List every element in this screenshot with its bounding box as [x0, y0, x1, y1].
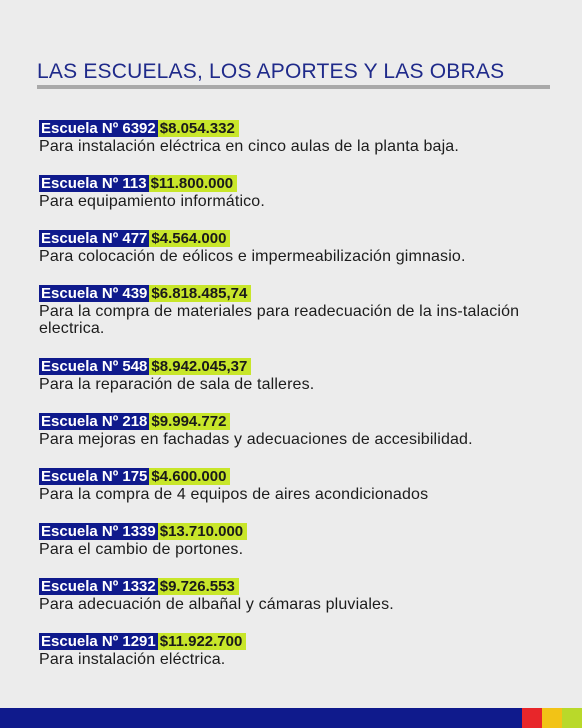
- footer-color-band: [0, 708, 582, 728]
- entry-description: Para la compra de materiales para readecuación de la ins-talación electrica.: [39, 303, 520, 337]
- entry-header: [39, 358, 564, 375]
- entry-description: Para equipamiento informático.: [39, 193, 265, 210]
- entry-description: Para instalación eléctrica.: [39, 651, 226, 668]
- entry-header: [39, 285, 564, 302]
- school-label: Escuela Nº 218: [41, 413, 148, 430]
- entry-description: Para mejoras en fachadas y adecuaciones de accesibilidad.: [39, 431, 473, 448]
- list-item: [39, 230, 564, 265]
- page-title: LAS ESCUELAS, LOS APORTES Y LAS OBRAS: [37, 60, 505, 83]
- school-label: Escuela Nº 1332: [41, 578, 156, 595]
- entry-description: Para colocación de eólicos e impermeabilización gimnasio.: [39, 248, 466, 265]
- amount-label: $11.800.000: [149, 175, 238, 192]
- list-item: [39, 358, 564, 393]
- list-item: [39, 285, 564, 337]
- amount-label: $8.942.045,37: [149, 358, 251, 375]
- list-item: [39, 523, 564, 558]
- amount-label: $4.600.000: [149, 468, 230, 485]
- school-label: Escuela Nº 6392: [41, 120, 156, 137]
- title-underline: [37, 85, 550, 89]
- entry-header: [39, 413, 564, 430]
- list-item: [39, 578, 564, 613]
- entry-header: [39, 175, 564, 192]
- entry-header: [39, 633, 564, 650]
- list-item: [39, 175, 564, 210]
- amount-label: $4.564.000: [149, 230, 230, 247]
- entry-header: [39, 230, 564, 247]
- amount-label: $8.054.332: [158, 120, 239, 137]
- entry-header: [39, 468, 564, 485]
- amount-label: $6.818.485,74: [149, 285, 251, 302]
- school-label: Escuela Nº 439: [41, 285, 148, 302]
- school-label: Escuela Nº 113: [41, 175, 147, 192]
- amount-label: $13.710.000: [158, 523, 247, 540]
- school-label: Escuela Nº 477: [41, 230, 148, 247]
- entry-description: Para el cambio de portones.: [39, 541, 244, 558]
- list-item: [39, 468, 564, 503]
- school-label: Escuela Nº 1339: [41, 523, 156, 540]
- entry-header: [39, 578, 564, 595]
- entry-description: Para adecuación de albañal y cámaras pluviales.: [39, 596, 394, 613]
- entry-header: [39, 523, 564, 540]
- footer-band-yellow: [542, 708, 562, 728]
- list-item: [39, 120, 564, 155]
- school-label: Escuela Nº 1291: [41, 633, 156, 650]
- school-label: Escuela Nº 175: [41, 468, 148, 485]
- footer-band-green: [562, 708, 582, 728]
- amount-label: $9.726.553: [158, 578, 239, 595]
- amount-label: $11.922.700: [158, 633, 247, 650]
- amount-label: $9.994.772: [149, 413, 230, 430]
- entry-description: Para la compra de 4 equipos de aires acondicionados: [39, 486, 429, 503]
- footer-band-blue: [0, 708, 522, 728]
- entry-header: [39, 120, 564, 137]
- footer-band-red: [522, 708, 542, 728]
- list-item: [39, 633, 564, 668]
- list-item: [39, 413, 564, 448]
- entry-description: Para la reparación de sala de talleres.: [39, 376, 315, 393]
- entry-description: Para instalación eléctrica en cinco aulas de la planta baja.: [39, 138, 459, 155]
- school-label: Escuela Nº 548: [41, 358, 148, 375]
